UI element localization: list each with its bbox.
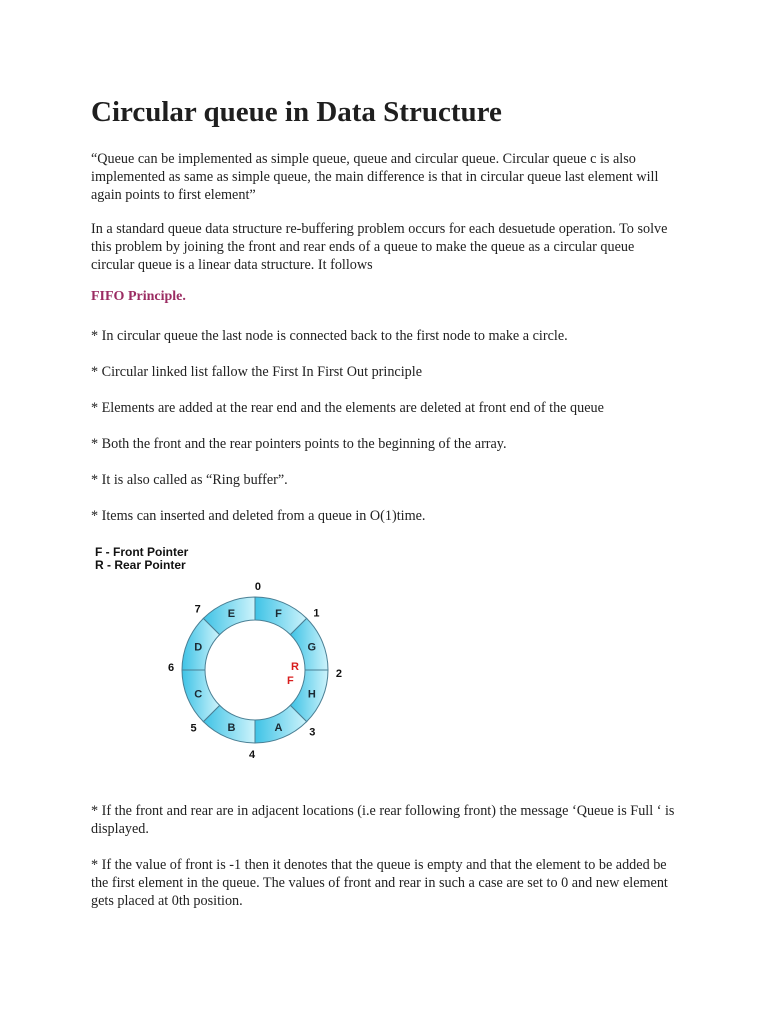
- ring-index-label: 4: [249, 748, 256, 761]
- ring-element-label: D: [194, 641, 203, 654]
- ring-element-label: B: [227, 721, 236, 734]
- legend-rear: R - Rear Pointer: [95, 558, 186, 572]
- circular-queue-diagram: [160, 572, 350, 761]
- legend-front: F - Front Pointer: [95, 545, 189, 559]
- ring-element-label: A: [274, 721, 283, 734]
- intro-paragraph: In a standard queue data structure re-buffering problem occurs for each desuetude operation. To solve this problem by joining the front and rear ends of a queue to make the queue as a circular queue circular queue is a linear data structure. It follows: [91, 221, 668, 273]
- ring-element-label: H: [307, 688, 316, 701]
- ring-index-label: 5: [190, 722, 197, 735]
- pointer-f-label: F: [287, 675, 294, 687]
- ring-element-label: C: [194, 688, 203, 701]
- ring-index-label: 6: [167, 662, 175, 675]
- queue-full-paragraph: * If the front and rear are in adjacent locations (i.e rear following front) the message ‘Queue is Full ‘ is displayed.: [91, 803, 675, 837]
- bullet-item: * Both the front and the rear pointers points to the beginning of the array.: [91, 436, 507, 452]
- pointer-legend: [95, 546, 188, 572]
- document-body: [91, 92, 681, 524]
- ring: [168, 581, 342, 761]
- quote-paragraph: “Queue can be implemented as simple queue, queue and circular queue. Circular queue c is also implemented as same as simple queue, the main difference is that in circular queue last element will again points to first element”: [91, 151, 659, 203]
- bullet-item: * Elements are added at the rear end and the elements are deleted at front end of the queue: [91, 400, 604, 416]
- ring-index-label: 7: [194, 603, 201, 616]
- bullet-item: * In circular queue the last node is connected back to the first node to make a circle.: [91, 328, 568, 344]
- bullet-item: * It is also called as “Ring buffer”.: [91, 472, 288, 488]
- pointer-r-label: R: [291, 661, 299, 673]
- ring-index-label: 2: [335, 667, 343, 680]
- ring-element-label: G: [307, 641, 317, 654]
- ring-element-label: E: [227, 608, 236, 621]
- page-title: Circular queue in Data Structure: [91, 96, 502, 128]
- bullet-item: * Items can inserted and deleted from a queue in O(1)time.: [91, 508, 426, 524]
- fifo-heading: FIFO Principle.: [91, 289, 186, 304]
- ring-index-label: 0: [254, 581, 261, 594]
- queue-empty-paragraph: * If the value of front is -1 then it denotes that the queue is empty and that the element to be added be the first element in the queue. The values of front and rear in such a case are set to 0 and new element gets placed at 0th position.: [91, 857, 668, 909]
- ring-element-label: F: [275, 608, 282, 621]
- ring-index-label: 3: [309, 726, 316, 739]
- bullet-item: * Circular linked list fallow the First In First Out principle: [91, 364, 422, 380]
- ring-index-label: 1: [313, 607, 320, 620]
